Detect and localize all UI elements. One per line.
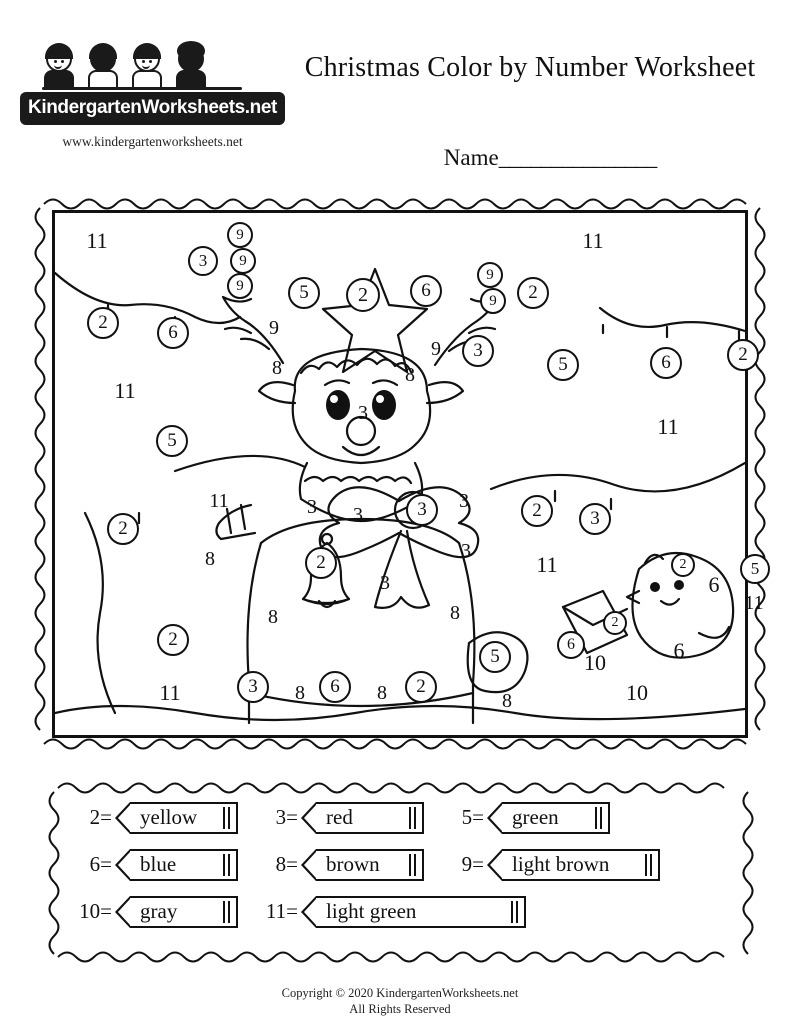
kid-figure-3 bbox=[134, 46, 162, 90]
site-logo[interactable] bbox=[20, 38, 285, 150]
name-field-line bbox=[330, 145, 770, 171]
number-region-3[interactable]: 3 bbox=[579, 503, 611, 535]
number-region-3[interactable]: 3 bbox=[459, 490, 469, 512]
color-name: yellow bbox=[140, 805, 198, 829]
legend-number: 8= bbox=[275, 852, 298, 876]
number-region-6[interactable]: 6 bbox=[673, 638, 685, 663]
legend-number: 10= bbox=[79, 899, 112, 923]
number-region-3[interactable]: 3 bbox=[380, 572, 390, 594]
legend-row bbox=[46, 888, 756, 935]
coloring-picture bbox=[30, 196, 770, 752]
number-region-6[interactable]: 6 bbox=[557, 631, 585, 659]
page-title: Christmas Color by Number Worksheet bbox=[304, 52, 756, 83]
color-name: red bbox=[326, 805, 353, 829]
number-region-2[interactable]: 2 bbox=[727, 339, 759, 371]
number-region-8[interactable]: 8 bbox=[405, 364, 415, 386]
number-region-3[interactable]: 3 bbox=[307, 496, 317, 518]
number-region-8[interactable]: 8 bbox=[377, 682, 387, 704]
legend-row bbox=[46, 841, 756, 888]
number-region-11[interactable]: 11 bbox=[657, 414, 679, 439]
number-region-2[interactable]: 2 bbox=[87, 307, 119, 339]
number-region-2[interactable]: 2 bbox=[157, 624, 189, 656]
legend-item-gray bbox=[70, 896, 238, 928]
page-header bbox=[0, 0, 800, 185]
site-url: www.kindergartenworksheets.net bbox=[62, 134, 243, 149]
crayon-icon bbox=[487, 802, 610, 834]
number-region-11[interactable]: 11 bbox=[159, 680, 181, 705]
color-name: brown bbox=[326, 852, 380, 876]
number-region-9[interactable]: 9 bbox=[431, 338, 441, 360]
rights-text: All Rights Reserved bbox=[349, 1002, 451, 1016]
number-region-9[interactable]: 9 bbox=[227, 273, 253, 299]
number-region-6[interactable]: 6 bbox=[319, 671, 351, 703]
number-region-10[interactable]: 10 bbox=[584, 650, 606, 675]
number-region-11[interactable]: 11 bbox=[86, 228, 108, 253]
kid-figure-2 bbox=[90, 46, 118, 90]
number-region-2[interactable]: 2 bbox=[671, 553, 695, 577]
number-region-11[interactable]: 11 bbox=[582, 228, 604, 253]
legend-rows bbox=[46, 794, 756, 935]
number-region-8[interactable]: 8 bbox=[272, 357, 282, 379]
number-region-2[interactable]: 2 bbox=[305, 547, 337, 579]
kid-figure-1 bbox=[46, 46, 74, 90]
number-region-9[interactable]: 9 bbox=[269, 317, 279, 339]
number-region-9[interactable]: 9 bbox=[227, 222, 253, 248]
name-blank[interactable]: _______________ bbox=[498, 145, 657, 170]
number-region-5[interactable]: 5 bbox=[547, 349, 579, 381]
legend-number: 11= bbox=[265, 899, 298, 923]
legend-item-light-brown bbox=[442, 849, 660, 881]
legend-number: 6= bbox=[89, 852, 112, 876]
legend-item-blue bbox=[70, 849, 238, 881]
number-region-5[interactable]: 5 bbox=[288, 277, 320, 309]
number-region-2[interactable]: 2 bbox=[405, 671, 437, 703]
legend-row bbox=[46, 794, 756, 841]
name-label: Name bbox=[443, 145, 499, 170]
logo-wordmark bbox=[20, 92, 285, 125]
color-name: light brown bbox=[512, 852, 610, 876]
number-region-11[interactable]: 11 bbox=[209, 490, 229, 512]
number-region-8[interactable]: 8 bbox=[295, 682, 305, 704]
color-key bbox=[46, 780, 756, 965]
picture-lineart bbox=[55, 213, 745, 735]
kids-illustration bbox=[38, 38, 258, 90]
number-region-11[interactable]: 11 bbox=[114, 378, 136, 403]
number-region-3[interactable]: 3 bbox=[188, 246, 218, 276]
number-region-2[interactable]: 2 bbox=[603, 611, 627, 635]
number-region-9[interactable]: 9 bbox=[477, 262, 503, 288]
logo-text: KindergartenWorksheets.net bbox=[28, 97, 277, 118]
page-footer bbox=[0, 985, 800, 1017]
number-region-6[interactable]: 6 bbox=[708, 572, 720, 597]
number-region-5[interactable]: 5 bbox=[479, 641, 511, 673]
crayon-icon bbox=[487, 849, 660, 881]
legend-item-yellow bbox=[70, 802, 238, 834]
number-region-8[interactable]: 8 bbox=[502, 690, 512, 712]
number-region-3[interactable]: 3 bbox=[406, 494, 438, 526]
number-region-5[interactable]: 5 bbox=[740, 554, 770, 584]
legend-item-brown bbox=[256, 849, 424, 881]
crayon-icon bbox=[301, 802, 424, 834]
legend-item-red bbox=[256, 802, 424, 834]
color-name: green bbox=[512, 805, 559, 829]
legend-number: 5= bbox=[461, 805, 484, 829]
number-region-6[interactable]: 6 bbox=[157, 317, 189, 349]
number-region-9[interactable]: 9 bbox=[480, 288, 506, 314]
number-region-2[interactable]: 2 bbox=[107, 513, 139, 545]
number-region-3[interactable]: 3 bbox=[358, 402, 368, 424]
number-region-2[interactable]: 2 bbox=[517, 277, 549, 309]
color-name: blue bbox=[140, 852, 177, 876]
number-region-6[interactable]: 6 bbox=[410, 275, 442, 307]
legend-number: 2= bbox=[89, 805, 112, 829]
number-region-10[interactable]: 10 bbox=[626, 680, 648, 705]
number-region-3[interactable]: 3 bbox=[462, 335, 494, 367]
kid-figure-4 bbox=[178, 46, 206, 90]
color-name: gray bbox=[140, 899, 178, 923]
copyright-text: Copyright © 2020 KindergartenWorksheets.net bbox=[281, 986, 519, 1000]
crayon-icon bbox=[301, 849, 424, 881]
legend-number: 3= bbox=[275, 805, 298, 829]
number-region-11[interactable]: 11 bbox=[744, 592, 764, 614]
number-region-8[interactable]: 8 bbox=[205, 548, 215, 570]
number-region-5[interactable]: 5 bbox=[156, 425, 188, 457]
crayon-icon bbox=[301, 896, 526, 928]
legend-item-light-green bbox=[256, 896, 526, 928]
crayon-icon bbox=[115, 849, 238, 881]
number-region-8[interactable]: 8 bbox=[268, 606, 278, 628]
number-region-3[interactable]: 3 bbox=[237, 671, 269, 703]
number-region-3[interactable]: 3 bbox=[353, 504, 363, 526]
legend-item-green bbox=[442, 802, 610, 834]
crayon-icon bbox=[115, 896, 238, 928]
number-region-2[interactable]: 2 bbox=[346, 278, 380, 312]
number-region-3[interactable]: 3 bbox=[461, 540, 471, 562]
number-region-6[interactable]: 6 bbox=[650, 347, 682, 379]
color-name: light green bbox=[326, 899, 417, 923]
number-region-9[interactable]: 9 bbox=[230, 248, 256, 274]
legend-number: 9= bbox=[461, 852, 484, 876]
crayon-icon bbox=[115, 802, 238, 834]
number-region-8[interactable]: 8 bbox=[450, 602, 460, 624]
number-region-2[interactable]: 2 bbox=[521, 495, 553, 527]
number-region-11[interactable]: 11 bbox=[536, 552, 558, 577]
